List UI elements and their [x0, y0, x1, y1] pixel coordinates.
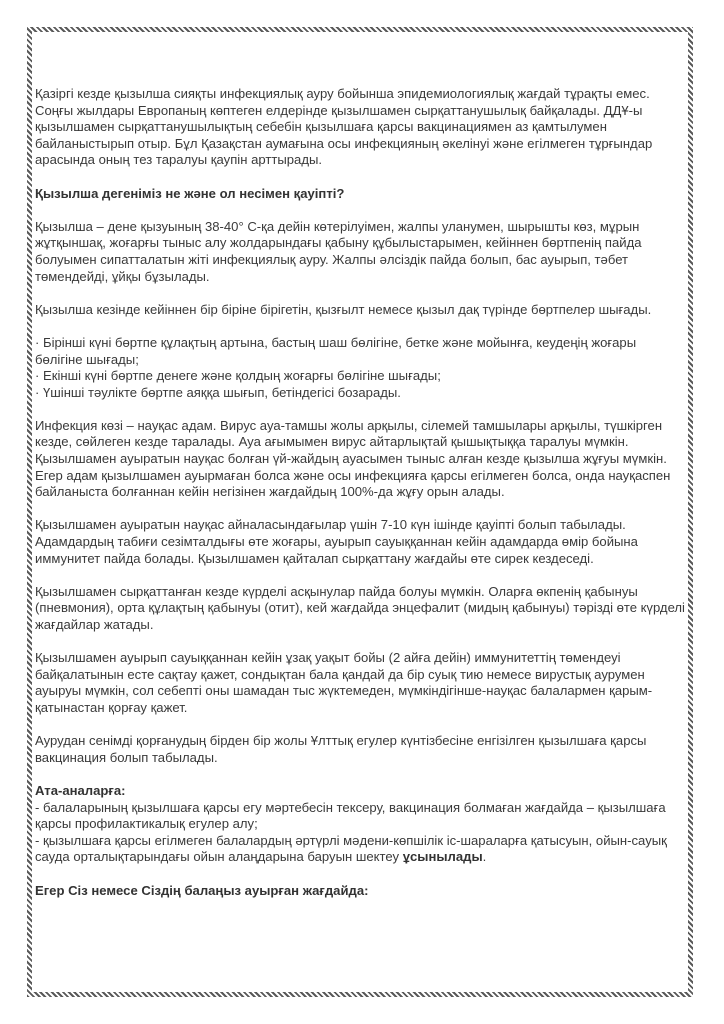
contagious-period-paragraph: Қызылшамен ауыратын науқас айналасындағылар үшін 7-10 күн ішінде қауіпті болып табылады. Адамдардың табиғи сезімталдығы өте жоғары, ауырып сауыққаннан кейін адамдарда өмір бойына иммунитет пайда болады. Қызылшамен қайталап сырқаттану жағдайы өте сирек кездеседі. [35, 517, 638, 566]
immunity-paragraph: Қызылшамен ауырып сауыққаннан кейін ұзақ уақыт бойы (2 айға дейін) иммунитеттің төмендеуі байқалатынын есте сақтау қажет, сондықтан бала қандай да бір суық тию немесе вирустық аурумен ауыруы мүмкін, сол себепті оны шамадан тыс жүктемеден, мүмкіндігінше-науқас балалармен қарым-қатынастан қорғау қажет. [35, 650, 653, 715]
section-heading-if-sick: Егер Сіз немесе Сіздің балаңыз ауырған жағдайда: [35, 882, 369, 898]
parents-heading: Ата-аналарға: [35, 782, 126, 798]
rash-day-1: · Бірінші күні бөртпе құлақтың артына, бастың шаш бөлігіне, бетке және мойынға, кеудеңің жоғары бөлігіне шығады; [35, 334, 637, 367]
parents-item-1: - балаларының қызылшаға қарсы егу мәртебесін тексеру, вакцинация болмаған жағдайда – қызылшаға қарсы профилактикалық егулер алу; [35, 799, 666, 832]
definition-paragraph: Қызылша – дене қызуының 38-40° С-қа дейін көтерілуімен, жалпы уланумен, шырышты көз, мұрын жұтқыншақ, жоғарғы тыныс алу жолдарындағы қабыну құбылыстарымен, кейіннен бөртпенің пайда болуымен сипатталатын жіті инфекциялық ауру. Жалпы әлсіздік пайда болып, бас ауырып, тәбет төмендейді, ұйқы бұзылады. [35, 218, 642, 284]
intro-paragraph: Қазіргі кезде қызылша сияқты инфекциялық ауру бойынша эпидемиологиялық жағдай тұрақты емес. Соңғы жылдары Европаның көптеген елдерінде қызылшамен сырқаттанушылық байқалады. ДДҰ-ы қызылшамен сырқаттанушылықтың себебін қызылшаға қарсы вакцинациямен аз қамтылумен байланыстырып отыр. Бұл Қазақстан аумағына осы инфекцияның әкелінуі және егілмеген тұрғындар арасында оның тез таралуы қаупін арттырады. [35, 86, 653, 168]
rash-day-2: · Екінші күні бөртпе денеге және қолдың жоғарғы бөлігіне шығады; [35, 368, 441, 384]
rash-day-3: · Үшінші тәулікте бөртпе аяққа шығып, бетіндегісі бозарады. [35, 384, 401, 400]
section-heading-what-is-measles: Қызылша дегеніміз не және ол несімен қауіпті? [35, 185, 345, 201]
vaccination-paragraph: Аурудан сенімді қорғанудың бірден бір жолы Ұлттық егулер күнтізбесіне енгізілген қызылшаға қарсы вакцинация болып табылады. [35, 733, 647, 765]
parents-item-2: - қызылшаға қарсы егілмеген балалардың әртүрлі мәдени-көпшілік іс-шараларға қатысуын, ойын-сауық сауда орталықтарындағы ойын алаңдарына баруын шектеу ұсынылады. [35, 832, 667, 865]
rash-paragraph: Қызылша кезінде кейіннен бір біріне бірігетін, қызғылт немесе қызыл дақ түрінде бөртпелер шығады. [35, 301, 652, 317]
complications-paragraph: Қызылшамен сырқаттанған кезде күрделі асқынулар пайда болуы мүмкін. Оларға өкпенің қабынуы (пневмония), орта құлақтың қабынуы (отит), кей жағдайда энцефалит (мидың қабынуы) тәрізді өте күрделі жағдайлар жатады. [35, 583, 685, 632]
infection-source-paragraph: Инфекция көзі – науқас адам. Вирус ауа-тамшы жолы арқылы, сілемей тамшылары арқылы, түшкірген кезде, сөйлеген кезде таралады. Ауа ағымымен вирус айтарлықтай қышықтыққа таралуы мүмкін. Қызылшамен ауыратын науқас болған үй-жайдың ауасымен тыныс алған кезде қызылша жұғуы мүмкін. Егер адам қызылшамен ауырмаған болса және осы инфекцияға қарсы егілмеген болса, онда науқаспен байланыста болғаннан кейін негізінен жағдайдың 100%-да жұғу орын алады. [35, 417, 671, 500]
document-body [35, 86, 685, 916]
